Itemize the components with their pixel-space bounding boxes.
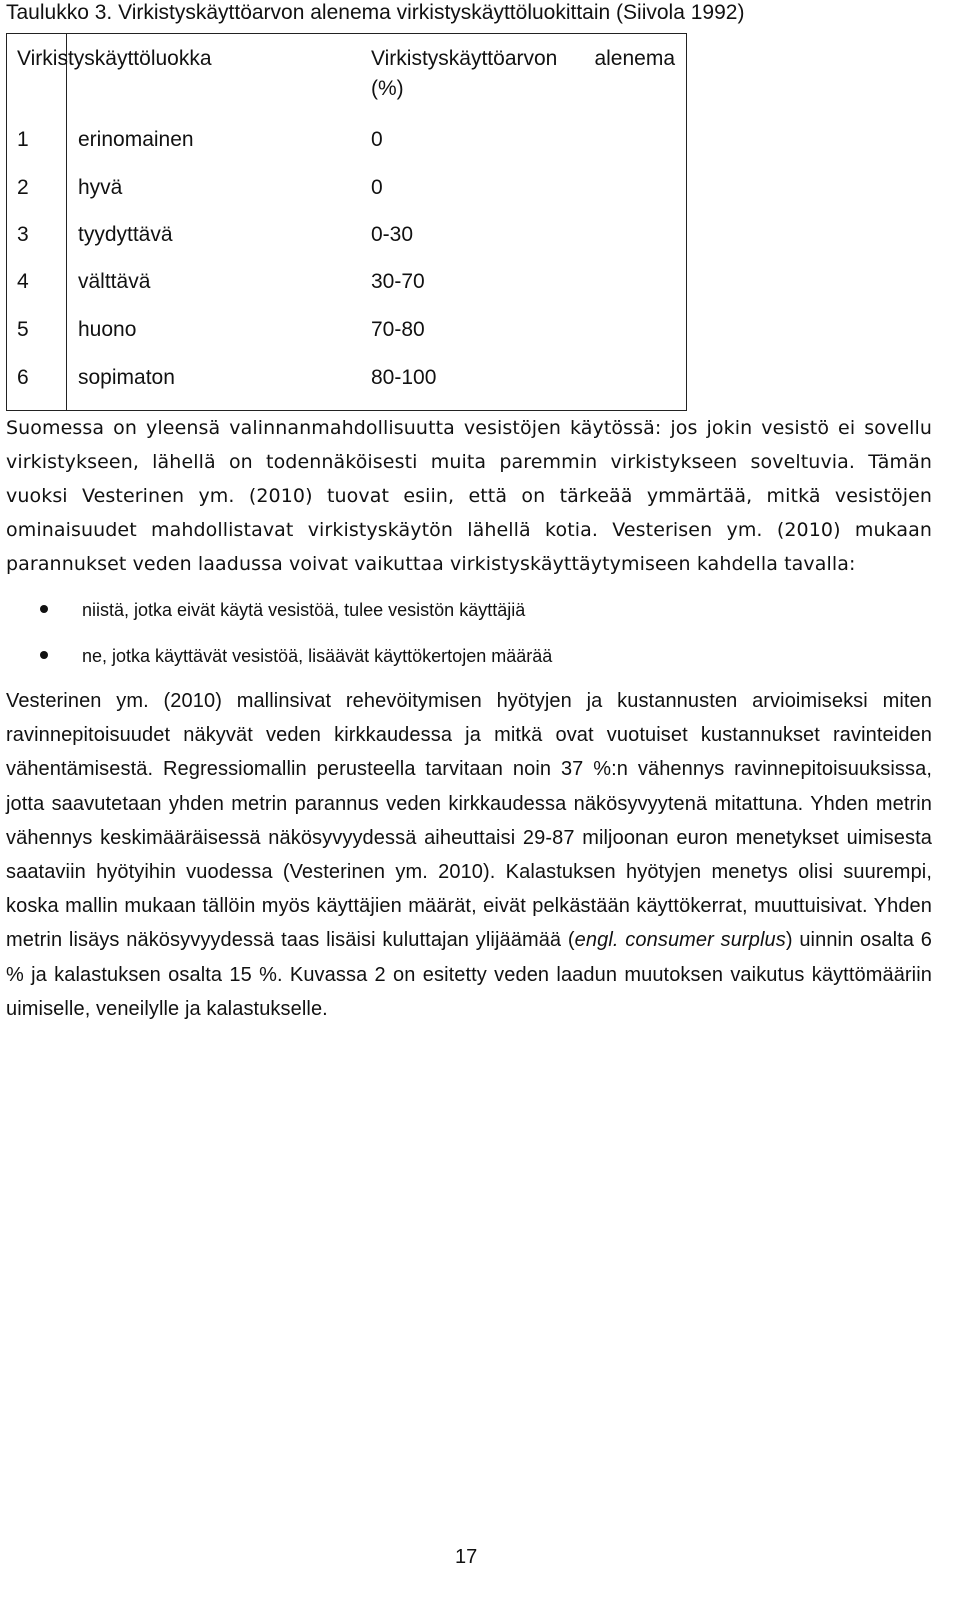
row-value: 0 (371, 176, 383, 199)
row-value: 70-80 (371, 318, 425, 341)
paragraph-text: ) uinnin osalta 6 % ja kalastuksen osalta 15 %. Kuvassa 2 on esitetty veden laadun muutoksen vaikutus käyttömääriin uimiselle, veneilylle ja kalastukselle. (6, 929, 932, 1020)
paragraph-eutrophication-model (6, 684, 932, 1026)
row-class-number: 3 (17, 223, 29, 246)
list-item (0, 639, 960, 673)
row-value: 0-30 (371, 223, 414, 246)
row-value: 80-100 (371, 366, 437, 389)
list-item-text: niistä, jotka eivät käytä vesistöä, tulee vesistön käyttäjiä (82, 600, 526, 620)
row-value: 30-70 (371, 270, 425, 293)
row-class-name: huono (78, 318, 137, 341)
row-class-name: hyvä (78, 176, 123, 199)
row-class-name: erinomainen (78, 128, 194, 151)
table-header-value: Virkistyskäyttöarvon alenema (%) (371, 47, 675, 100)
row-value: 0 (371, 128, 383, 151)
table-column-divider (66, 34, 67, 410)
row-class-number: 4 (17, 270, 29, 293)
row-class-number: 5 (17, 318, 29, 341)
paragraph-text: Vesterinen ym. (2010) mallinsivat rehevöitymisen hyötyjen ja kustannusten arvioimiseksi miten ravinnepitoisuudet näkyvät veden kirkkaudessa ja mitkä ovat vuotuiset kustannukset ravinteiden vähentämisestä. Regressiomallin perusteella tarvitaan noin 37 %:n vähennys ravinnepitoisuuksissa, jotta saavutetaan yhden metrin parannus veden kirkkaudessa näkösyvyytenä mitattuna. Yhden metrin vähennys keskimääräisessä näkösyvyydessä aiheuttaisi 29-87 miljoonan euron menetykset uimisesta saataviin hyötyihin vuodessa (Vesterinen ym. 2010). Kalastuksen hyötyjen menetys olisi suurempi, koska mallin mukaan tällöin myös käyttäjien määrät, eivät pelkästään käyttökerrat, muuttuisivat. Yhden metrin lisäys näkösyvyydessä taas lisäisi kuluttajan ylijäämää ( (6, 690, 932, 952)
row-class-number: 1 (17, 128, 29, 151)
paragraph-recreation-choice: Suomessa on yleensä valinnanmahdollisuutta vesistöjen käytössä: jos jokin vesistö ei sovellu virkistykseen, lähellä on todennäköisesti muita paremmin virkistykseen soveltuvia. Tämän vuoksi Vesterinen ym. (2010) tuovat esiin, että on tärkeää ymmärtää, mitkä vesistöjen ominaisuudet mahdollistavat virkistyskäytön lähellä kotia. Vesterisen ym. (2010) mukaan parannukset veden laadussa voivat vaikuttaa virkistyskäyttäytymiseen kahdella tavalla: (6, 417, 932, 575)
list-item (0, 593, 960, 627)
row-class-number: 2 (17, 176, 29, 199)
row-class-number: 6 (17, 366, 29, 389)
table-header-class: Virkistyskäyttöluokka (17, 47, 212, 70)
page-number: 17 (455, 1546, 478, 1568)
row-class-name: tyydyttävä (78, 223, 173, 246)
bullet-dot-icon (40, 651, 48, 659)
table-caption: Taulukko 3. Virkistyskäyttöarvon alenema virkistyskäyttöluokittain (Siivola 1992) (6, 1, 745, 24)
list-item-text: ne, jotka käyttävät vesistöä, lisäävät käyttökertojen määrää (82, 646, 553, 666)
row-class-name: välttävä (78, 270, 151, 293)
bullet-dot-icon (40, 605, 48, 613)
recreation-class-table (6, 33, 687, 411)
italic-term: consumer surplus (625, 929, 786, 952)
italic-term: engl. (574, 929, 619, 952)
row-class-name: sopimaton (78, 366, 175, 389)
